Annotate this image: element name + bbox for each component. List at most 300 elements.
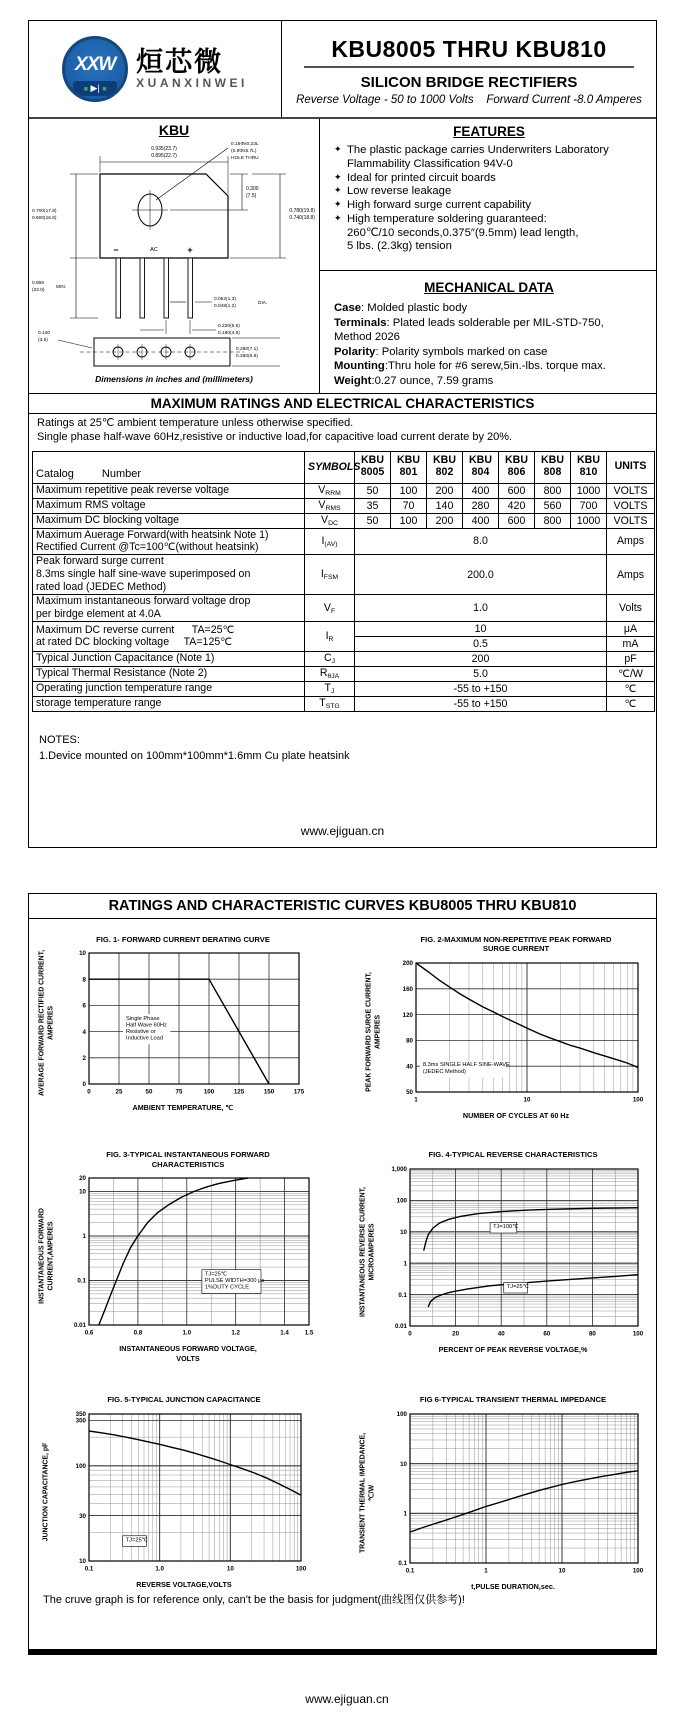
param-line: at rated DC blocking voltage TA=125℃ [36, 636, 233, 649]
x-tick-label: 10 [558, 1567, 566, 1574]
x-tick-label: 0 [87, 1088, 91, 1096]
x-tick-label: 40 [497, 1330, 505, 1338]
chart-annotation: Single Phase [126, 1016, 160, 1023]
x-tick-label: 20 [452, 1330, 460, 1338]
symbol-cell [305, 528, 355, 555]
value-cell: 200 [427, 513, 463, 528]
y-axis-label [37, 1172, 57, 1340]
chart-annotation: TJ=25℃ [125, 1537, 149, 1544]
y-tick-label: 0.01 [73, 1322, 86, 1330]
features-section [320, 119, 656, 271]
feature-bullet-icon: ✦ [334, 171, 342, 182]
figure-title-line1: FIG. 2-MAXIMUM NON-REPETITIVE PEAK FORWARD [420, 935, 612, 944]
feature-indent [334, 227, 347, 241]
figure-title-line2: SURGE CURRENT [482, 944, 550, 954]
mechanical-data-value: :Thru hole for #6 serew,5in.-lbs. torque max. [384, 360, 606, 373]
ratings-section-title: MAXIMUM RATINGS AND ELECTRICAL CHARACTERISTICS [29, 393, 656, 414]
y-tick-label: 0.01 [394, 1323, 407, 1331]
x-tick-label: 0.1 [405, 1567, 415, 1574]
value-cell: 0.5 [355, 636, 607, 651]
mechanical-data-value: : Molded plastic body [361, 302, 468, 315]
y-axis-label-line2: MICROAMPERES [368, 1223, 375, 1281]
fig4-typical-reverse-characteristics-chart [358, 1150, 648, 1363]
fig2-peak-forward-surge-current-chart [364, 935, 648, 1120]
fig5-typical-junction-capacitance-chart [37, 1395, 311, 1591]
dim-edge-offset: 0.140 [38, 331, 51, 336]
y-tick-label: 1 [82, 1233, 86, 1241]
fig3-instantaneous-forward-characteristics-chart [37, 1150, 319, 1363]
value-cell-merged: 200.0 [355, 555, 607, 595]
x-axis-label [57, 1580, 311, 1589]
y-tick-label: 10 [79, 1188, 86, 1196]
param-cell [33, 513, 305, 528]
x-tick-label: 1.5 [304, 1329, 314, 1337]
ratings-condition-2: Single phase half-wave 60Hz,resistive or inductive load,for capacitive load current derate by 20%. [37, 430, 513, 443]
ratings-conditions [29, 414, 656, 449]
x-axis-label [57, 1103, 309, 1112]
y-tick-label: 100 [396, 1197, 407, 1205]
company-name-en: XUANXINWEI [136, 76, 248, 91]
param-line: Maximum RMS voltage [36, 499, 146, 512]
mechanical-data-key: Weight [334, 374, 372, 387]
y-tick-label: 10 [79, 1557, 86, 1565]
feature-item [334, 213, 644, 227]
figure-body [364, 957, 648, 1107]
x-tick-label: 60 [543, 1330, 551, 1338]
feature-bullet-icon: ✦ [334, 185, 342, 196]
symbol-subscript: θJA [327, 673, 340, 681]
value-cell: 400 [463, 483, 499, 498]
part-suffix: 801 [399, 466, 418, 478]
x-tick-label: 100 [632, 1096, 644, 1104]
symbol-subscript: STG [325, 703, 340, 711]
feature-indent [334, 240, 347, 254]
value-cell: 800 [535, 483, 571, 498]
dim-lead-dia-label: DIA. [258, 301, 268, 306]
features-list [334, 144, 644, 254]
figure-title [378, 1395, 648, 1404]
symbol-cell [305, 555, 355, 595]
symbol-base: I [325, 629, 329, 642]
col-header-part-802 [427, 451, 463, 483]
part-suffix: 808 [543, 466, 562, 478]
dim-lead-dia-max: 0.052(1.3) [214, 297, 236, 302]
figure-title [384, 935, 648, 954]
figure-title-line1: FIG 6-TYPICAL TRANSIENT THERMAL IMPEDANCE [419, 1395, 607, 1405]
package-name: KBU [158, 122, 190, 138]
units-cell: mA [607, 636, 655, 651]
col-header-part-801 [391, 451, 427, 483]
units-cell: VOLTS [607, 498, 655, 513]
x-axis-label-line2: VOLTS [176, 1353, 200, 1363]
logo-monogram: XXW [75, 54, 116, 75]
value-cell-merged: -55 to +150 [355, 681, 607, 696]
symbol-cell [305, 513, 355, 528]
value-cell-merged: -55 to +150 [355, 696, 607, 711]
drawing-caption: Dimensions in inches and (millimeters) [95, 374, 253, 384]
y-axis-label [358, 1408, 378, 1578]
param-line: 8.3ms single half sine-wave superimposed on [36, 568, 251, 581]
symbol-base: V [318, 484, 326, 496]
value-cell: 800 [535, 513, 571, 528]
curves-section-title: RATINGS AND CHARACTERISTIC CURVES KBU8005 THRU KBU810 [29, 894, 656, 919]
y-tick-label: 1 [403, 1260, 407, 1268]
company-logo [29, 21, 282, 117]
value-cell-merged: 200 [355, 651, 607, 666]
dim-lead-length: 0.866 [32, 281, 45, 286]
figure-title-line2: CHARACTERISTICS [151, 1159, 225, 1169]
symbol-base: C [323, 652, 332, 665]
x-axis-label [378, 1582, 648, 1591]
mechanical-data-line [334, 316, 644, 330]
symbol-base: I [320, 568, 324, 581]
y-tick-label: 0.1 [77, 1277, 86, 1285]
units-cell: ℃ [607, 696, 655, 711]
part-prefix: KBU [397, 454, 420, 467]
mechanical-data-title: MECHANICAL DATA [424, 280, 554, 295]
figure-body [37, 947, 309, 1099]
x-tick-label: 100 [632, 1330, 644, 1338]
col-header-number: Number [101, 468, 142, 481]
notes-title: NOTES: [39, 733, 80, 746]
page1-footer-url[interactable]: www.ejiguan.cn [300, 824, 385, 838]
symbol-subscript: J [331, 658, 336, 666]
value-cell: 600 [499, 483, 535, 498]
chart-annotation: Inductive Load [126, 1036, 163, 1043]
fig1-forward-current-derating-chart [37, 935, 309, 1120]
mechanical-data-value: :0.27 ounce, 7.59 grams [371, 374, 494, 387]
dim-lead-length-min: MIN. [56, 285, 67, 290]
part-suffix: 804 [471, 466, 490, 478]
y-tick-label: 0.1 [398, 1291, 407, 1299]
col-header-catalog: Catalog [36, 468, 74, 481]
param-line: Maximum repetitive peak reverse voltage [36, 484, 230, 497]
units-cell: pF [607, 651, 655, 666]
y-tick-label: 120 [402, 1011, 413, 1019]
title-rule [304, 66, 633, 68]
x-axis-label-line1: NUMBER OF CYCLES AT 60 Hz [462, 1110, 570, 1120]
part-prefix: KBU [361, 454, 384, 467]
y-tick-label: 350 [75, 1410, 86, 1418]
dim-body-height-max: 0.700(17.8) [32, 209, 57, 214]
dim-edge-offset-mm: (3.5) [38, 338, 48, 343]
x-tick-label: 1 [484, 1567, 488, 1574]
y-tick-label: 30 [79, 1512, 86, 1520]
x-tick-label: 125 [233, 1088, 245, 1096]
symbol-base: V [323, 601, 331, 614]
datasheet-page-2 [28, 893, 657, 1655]
y-tick-label: 160 [402, 985, 413, 993]
param-cell [33, 666, 305, 681]
y-axis-label [37, 1408, 57, 1576]
feature-text: 5 lbs. (2.3kg) tension [347, 240, 452, 253]
symbol-base: I [321, 534, 325, 547]
dim-hole-size: 0.15Φx0.23L [231, 142, 259, 147]
x-axis-label-line1: INSTANTANEOUS FORWARD VOLTAGE, [119, 1344, 257, 1354]
value-cell: 200 [427, 483, 463, 498]
x-axis-label [384, 1111, 648, 1120]
y-axis-label-line1: INSTANTANEOUS FORWARD [38, 1208, 46, 1305]
mechanical-data-line [334, 359, 644, 373]
symbol-subscript: FSM [323, 574, 339, 582]
value-cell: 1000 [571, 483, 607, 498]
symbol-subscript: DC [328, 520, 338, 527]
units-cell: VOLTS [607, 483, 655, 498]
pin-label-ac: AC [150, 247, 158, 253]
table-row [33, 681, 655, 696]
dim-body-height-min: 0.600(16.8) [32, 216, 57, 221]
y-tick-label: 300 [75, 1417, 86, 1425]
param-cell [33, 651, 305, 666]
units-cell: Amps [607, 555, 655, 595]
param-cell [33, 681, 305, 696]
value-cell: 420 [499, 498, 535, 513]
mechanical-data-value: : Plated leads solderable per MIL-STD-750, [386, 316, 604, 329]
value-cell: 560 [535, 498, 571, 513]
param-line: Typical Junction Capacitance (Note 1) [36, 652, 215, 665]
chart-annotation: 8.3ms SINGLE HALF SINE-WAVE [422, 1062, 510, 1069]
y-axis-label-line2: CURRENT,AMPERES [47, 1221, 54, 1291]
mechanical-data-key: Case [334, 302, 362, 315]
mechanical-data-value: Method 2026 [334, 331, 400, 344]
param-line: storage temperature range [36, 697, 162, 710]
header [29, 21, 656, 119]
table-row [33, 595, 655, 622]
dim-pitch-max: 0.220(5.6) [218, 324, 240, 329]
x-tick-label: 100 [632, 1567, 644, 1574]
param-line: per birdge element at 4.0A [36, 608, 161, 621]
feature-bullet-icon: ✦ [334, 144, 342, 154]
value-cell: 50 [355, 513, 391, 528]
table-row [33, 651, 655, 666]
part-suffix: 810 [579, 466, 598, 478]
figure-title [57, 1150, 319, 1169]
symbol-cell [305, 595, 355, 622]
param-cell [33, 696, 305, 711]
col-header-part-804 [463, 451, 499, 483]
symbol-cell [305, 498, 355, 513]
x-tick-label: 0.8 [133, 1329, 143, 1337]
y-axis-label-line1: TRANSIENT THERMAL IMPEDANCE, [359, 1432, 367, 1553]
param-line: Typical Thermal Resistance (Note 2) [36, 667, 208, 680]
chart-annotation: Half Wave 60Hz [126, 1022, 167, 1029]
x-tick-label: 0.6 [84, 1329, 94, 1337]
dim-bottom-min: 0.260(6.8) [236, 354, 258, 359]
param-line: Rectified Current @Tc=100℃(without heatsink) [36, 541, 259, 554]
y-axis-label-line1: AVERAGE FORWARD RECTIFIED CURRENT, [38, 950, 46, 1097]
pin-label-plus: + [187, 245, 193, 255]
ratings-table [32, 451, 655, 712]
dim-height-max: 0.780(19.8) [289, 208, 315, 214]
feature-item [334, 227, 644, 241]
x-tick-label: 0.1 [84, 1565, 94, 1572]
x-tick-label: 10 [226, 1565, 234, 1572]
figure-title [57, 935, 309, 944]
dim-pitch-min: 0.180(4.6) [218, 331, 240, 336]
mechanical-data-value: : Polarity symbols marked on case [375, 345, 548, 358]
y-tick-label: 8 [82, 976, 86, 984]
dim-bottom-max: 0.280(7.1) [236, 347, 258, 352]
figure-title-line1: FIG. 5-TYPICAL JUNCTION CAPACITANCE [107, 1395, 261, 1405]
x-tick-label: 1.0 [182, 1329, 192, 1337]
feature-text: 260℃/10 seconds,0.375″(9.5mm) lead length, [347, 226, 579, 239]
figure-title [378, 1150, 648, 1159]
feature-text: Ideal for printed circuit boards [347, 171, 496, 184]
mechanical-data-section [320, 271, 656, 388]
y-axis-label-line2: ℃/W [368, 1484, 375, 1501]
param-cell [33, 528, 305, 555]
value-cell: 10 [355, 621, 607, 636]
chart-annotation: Resistive or [126, 1029, 156, 1036]
x-axis-label-line1: REVERSE VOLTAGE,VOLTS [136, 1579, 232, 1589]
part-suffix: 8005 [360, 466, 385, 478]
mechanical-data-line [334, 345, 644, 359]
x-axis-label [57, 1344, 319, 1363]
value-cell: 35 [355, 498, 391, 513]
param-line: Maximum DC reverse current TA=25℃ [36, 623, 235, 636]
y-axis-label [37, 947, 57, 1099]
y-axis-label [364, 957, 384, 1107]
right-column [320, 119, 656, 393]
dim-height-min: 0.740(18.8) [289, 215, 315, 221]
figure-body [358, 1163, 648, 1341]
symbol-cell [305, 666, 355, 681]
figure-title-line1: FIG. 4-TYPICAL REVERSE CHARACTERISTICS [428, 1150, 598, 1160]
mechanical-data-key: Polarity [334, 345, 376, 358]
chart-annotation: PULSE WIDTH=300 μs [204, 1278, 265, 1285]
x-tick-label: 10 [523, 1096, 531, 1104]
part-prefix: KBU [577, 454, 600, 467]
symbol-subscript: (AV) [324, 540, 338, 548]
y-tick-label: 80 [406, 1037, 413, 1045]
table-row [33, 483, 655, 498]
mechanical-data-line [334, 330, 644, 344]
mechanical-data-key: Mounting [334, 360, 385, 373]
symbol-cell [305, 681, 355, 696]
feature-bullet-icon: ✦ [334, 199, 342, 210]
y-axis-label-line1: INSTANTANEOUS REVERSE CURRENT, [359, 1186, 367, 1317]
series-curve [89, 1431, 301, 1495]
y-axis-label [358, 1163, 378, 1341]
fig6-plot [378, 1408, 648, 1578]
symbol-cell [305, 621, 355, 651]
x-axis-label-line1: AMBIENT TEMPERATURE, ℃ [132, 1103, 234, 1113]
page2-footer-url[interactable]: www.ejiguan.cn [305, 1692, 389, 1706]
part-number-title: KBU8005 THRU KBU810 [331, 36, 607, 62]
param-cell [33, 555, 305, 595]
units-cell: VOLTS [607, 513, 655, 528]
param-line: Maximum DC blocking voltage [36, 514, 180, 527]
symbol-subscript: RRM [325, 490, 341, 497]
value-cell: 50 [355, 483, 391, 498]
symbol-subscript: RMS [325, 505, 341, 512]
symbol-base: T [324, 682, 332, 695]
mechanical-data-line [334, 374, 644, 388]
param-cell [33, 595, 305, 622]
symbol-subscript: R [328, 635, 334, 643]
y-tick-label: 200 [402, 960, 413, 968]
logo-text [136, 48, 248, 90]
figure-body [358, 1408, 648, 1578]
value-cell: 400 [463, 513, 499, 528]
dim-width-min: 0.895(22.7) [151, 153, 177, 159]
y-tick-label: 0 [82, 1081, 86, 1089]
part-prefix: KBU [469, 454, 492, 467]
symbol-base: V [321, 514, 329, 526]
feature-text: High temperature soldering guaranteed: [347, 212, 547, 225]
features-title: FEATURES [453, 124, 525, 139]
symbol-cell [305, 696, 355, 711]
y-tick-label: 10 [400, 1228, 407, 1236]
part-prefix: KBU [433, 454, 456, 467]
figure-row-3 [29, 1395, 656, 1591]
chart-annotation: TJ=25℃ [506, 1284, 530, 1291]
x-tick-label: 100 [295, 1565, 307, 1572]
col-header-units: UNITS [607, 451, 655, 483]
y-tick-label: 100 [396, 1410, 407, 1418]
fig2-plot [384, 957, 648, 1107]
figure-row-2 [29, 1150, 656, 1363]
param-line: Maximum Auerage Forward(with heatsink Note 1) [36, 528, 269, 541]
units-cell: Amps [607, 528, 655, 555]
units-cell: Volts [607, 595, 655, 622]
value-cell: 700 [571, 498, 607, 513]
chart-annotation: 1%DUTY CYCLE [204, 1284, 250, 1291]
value-cell: 70 [391, 498, 427, 513]
param-line: Maximum instantaneous forward voltage drop [36, 595, 251, 608]
y-tick-label: 1,000 [391, 1166, 407, 1174]
x-tick-label: 1.4 [280, 1329, 289, 1337]
x-tick-label: 25 [115, 1088, 123, 1096]
param-cell [33, 498, 305, 513]
table-row [33, 513, 655, 528]
part-prefix: KBU [505, 454, 528, 467]
col-header-part-806 [499, 451, 535, 483]
value-cell: 140 [427, 498, 463, 513]
fig5-plot [57, 1408, 311, 1576]
fig1-plot [57, 947, 309, 1099]
company-name-cn: 烜芯微 [136, 46, 224, 77]
ratings-condition-1: Ratings at 25℃ ambient temperature unless otherwise specified. [37, 417, 354, 429]
value-cell: 100 [391, 513, 427, 528]
y-tick-label: 6 [82, 1003, 86, 1011]
table-row [33, 555, 655, 595]
logo-circle-icon [62, 36, 128, 102]
x-tick-label: 80 [588, 1330, 596, 1338]
units-cell: ℃ [607, 681, 655, 696]
figure-title-line1: FIG. 3-TYPICAL INSTANTANEOUS FORWARD [106, 1150, 270, 1160]
x-tick-label: 50 [145, 1088, 153, 1096]
x-tick-label: 1 [414, 1096, 418, 1104]
dim-width-max: 0.935(23.7) [151, 146, 177, 152]
x-axis-label-line1: PERCENT OF PEAK REVERSE VOLTAGE,% [438, 1344, 588, 1354]
mechanical-data-key: Terminals [334, 316, 387, 329]
x-tick-label: 175 [293, 1088, 305, 1096]
table-row [33, 666, 655, 681]
table-row [33, 498, 655, 513]
symbol-base: T [319, 697, 326, 710]
y-axis-label-line1: PEAK FORWARD SURGE CURRENT, [365, 972, 373, 1092]
x-tick-label: 75 [175, 1088, 183, 1096]
x-tick-label: 0 [408, 1330, 412, 1338]
series-curve [410, 1470, 638, 1531]
col-header-part-810 [571, 451, 607, 483]
chart-annotation: (JEDEC Method) [422, 1068, 466, 1075]
figure-body [37, 1172, 319, 1340]
notes-section [29, 712, 656, 765]
notes-line-1: 1.Device mounted on 100mm*100mm*1.6mm Cu plate heatsink [39, 750, 350, 763]
pin-label-minus: − [113, 245, 119, 255]
